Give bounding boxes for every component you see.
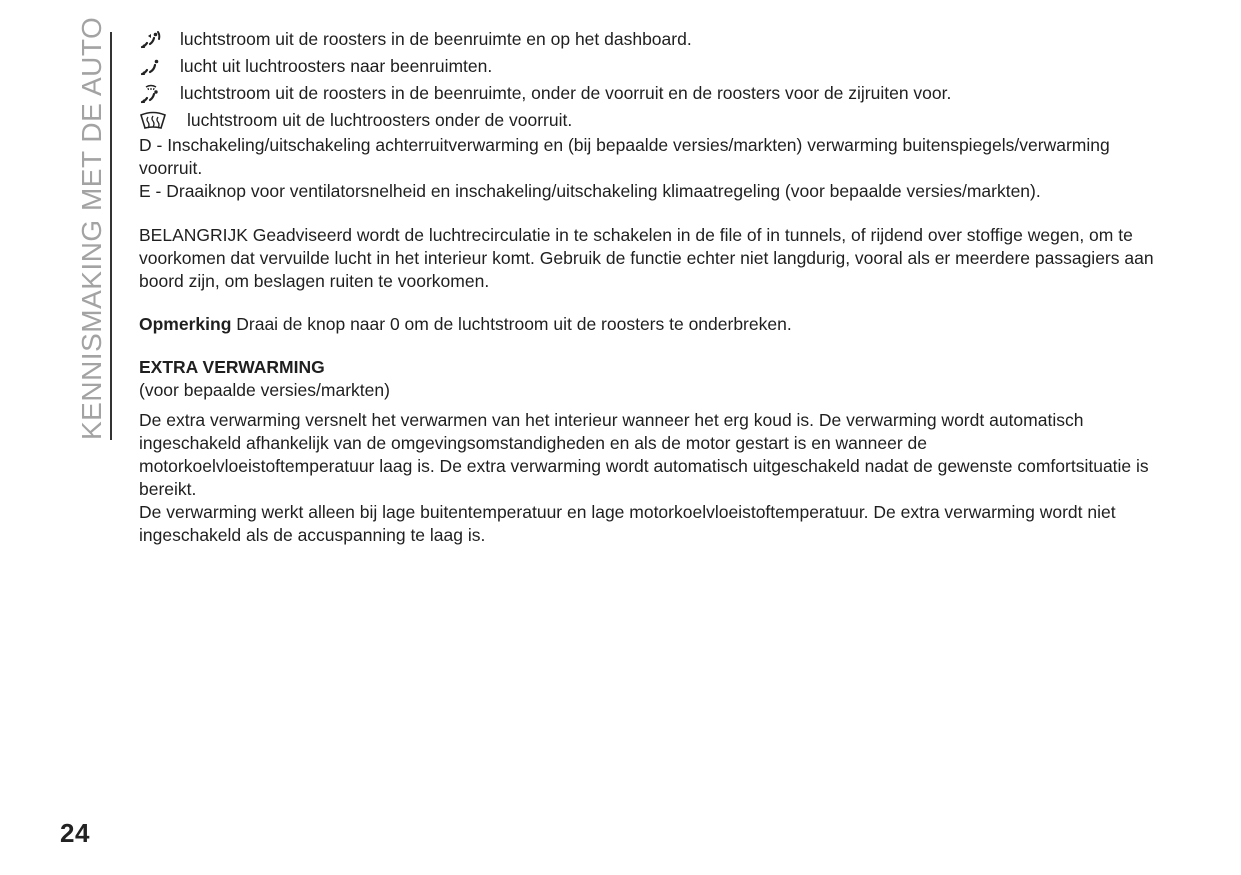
airflow-mode-row [139, 107, 1159, 134]
airflow-feet-icon [139, 56, 167, 78]
airflow-feet-windscreen-icon [139, 83, 167, 105]
extra-heating-paragraph-2: De verwarming werkt alleen bij lage buitentemperatuur en lage motorkoelvloeistoftemperatuur. De extra verwarming wordt niet ingeschakeld als de accuspanning te laag is. [139, 502, 1116, 545]
airflow-feet-dashboard-icon [139, 29, 167, 51]
control-e-description: E - Draaiknop voor ventilatorsnelheid en inschakeling/uitschakeling klimaatregeling (voor bepaalde versies/markten). [139, 181, 1041, 201]
airflow-mode-row [139, 80, 1159, 107]
side-title-container [70, 16, 114, 440]
airflow-mode-text: lucht uit luchtroosters naar beenruimten. [180, 56, 493, 76]
airflow-mode-row [139, 53, 1159, 80]
note-text: Draai de knop naar 0 om de luchtstroom uit de roosters te onderbreken. [231, 314, 792, 334]
note-paragraph [139, 313, 1159, 336]
page-content [139, 26, 1159, 547]
airflow-mode-row [139, 26, 1159, 53]
windscreen-defrost-icon [139, 110, 167, 132]
airflow-mode-text: luchtstroom uit de roosters in de beenruimte en op het dashboard. [180, 29, 692, 49]
extra-heating-subheading: (voor bepaalde versies/markten) [139, 380, 390, 400]
airflow-mode-text: luchtstroom uit de luchtroosters onder de voorruit. [187, 110, 573, 130]
control-d-description: D - Inschakeling/uitschakeling achterruitverwarming en (bij bepaalde versies/markten) verwarming buitenspiegels/verwarming voorruit. [139, 135, 1110, 178]
section-divider [110, 32, 112, 440]
important-notice: BELANGRIJK Geadviseerd wordt de luchtrecirculatie in te schakelen in de file of in tunnels, of rijdend over stoffige wegen, om te voorkomen dat vervuilde lucht in het interieur komt. Gebruik de functie echter niet langdurig, vooral als er meerdere passagiers aan boord zijn, om beslagen ruiten te voorkomen. [139, 225, 1154, 291]
page-number: 24 [60, 818, 90, 848]
section-title: KENNISMAKING MET DE AUTO [76, 16, 107, 440]
extra-heating-heading: EXTRA VERWARMING [139, 357, 325, 377]
airflow-mode-text: luchtstroom uit de roosters in de beenruimte, onder de voorruit en de roosters voor de zijruiten voor. [180, 83, 952, 103]
extra-heating-paragraph-1: De extra verwarming versnelt het verwarmen van het interieur wanneer het erg koud is. De verwarming wordt automatisch ingeschakeld afhankelijk van de omgevingsomstandigheden en als de motor gestart is en wanneer de motorkoelvloeistoftemperatuur laag is. De extra verwarming wordt automatisch uitgeschakeld nadat de gewenste comfortsituatie is bereikt. [139, 410, 1149, 499]
note-label: Opmerking [139, 314, 232, 334]
